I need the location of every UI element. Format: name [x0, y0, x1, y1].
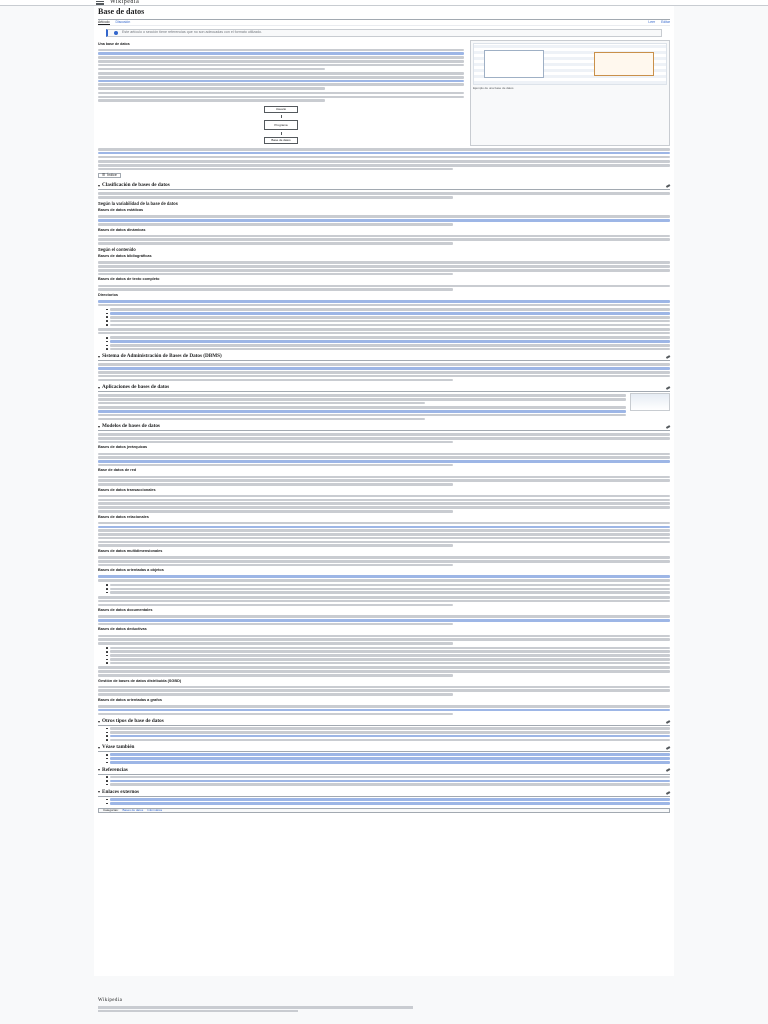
- section-heading[interactable]: Clasificación de bases de datos: [98, 182, 670, 190]
- subsection-heading: Bases de datos orientadas a grafos: [98, 697, 162, 702]
- article-tabs: [98, 20, 670, 26]
- category-link[interactable]: Bases de datos: [122, 808, 144, 813]
- subsection-heading: Bases de datos transaccionales: [98, 487, 156, 492]
- lead-block: [98, 40, 670, 146]
- subsection-heading: Bases de datos jerárquicas: [98, 445, 148, 450]
- subsection-heading: Bases de datos documentales: [98, 608, 153, 613]
- edit-icon[interactable]: [666, 720, 670, 723]
- infobox-caption: Ejemplo de una base de datos: [473, 85, 514, 90]
- section-heading[interactable]: Referencias: [98, 767, 670, 775]
- subsection-heading: Bases de datos bibliográficas: [98, 254, 152, 259]
- flow-box: Programa: [264, 120, 298, 130]
- edit-icon[interactable]: [666, 768, 670, 771]
- tab-talk[interactable]: Discusión: [115, 20, 131, 24]
- notice-text: Este artículo o sección tiene referencias que no son adecuadas con el formato utilizado.: [122, 30, 263, 35]
- flow-diagram: [251, 106, 311, 144]
- subsection-heading: Según la variabilidad de la base de datos: [98, 200, 178, 206]
- lead-text: [98, 49, 464, 71]
- edit-icon[interactable]: [666, 791, 670, 794]
- subsection-heading: Bases de datos deductivas: [98, 627, 147, 632]
- chevron-down-icon: [98, 769, 100, 771]
- tab-read[interactable]: Leer: [648, 20, 656, 24]
- site-logo[interactable]: Wikipedia: [110, 0, 140, 6]
- bullet-list: [106, 308, 670, 326]
- subsection-heading: Según el contenido: [98, 246, 136, 252]
- section-heading[interactable]: Modelos de bases de datos: [98, 423, 670, 431]
- subsection-heading: Gestión de bases de datos distribuida (SGBD): [98, 678, 182, 683]
- section-heading[interactable]: Véase también: [98, 744, 670, 752]
- chevron-down-icon: [98, 747, 100, 749]
- lead-paragraph: [98, 42, 464, 47]
- tab-article[interactable]: Artículo: [98, 19, 110, 24]
- flow-box: Usuario: [264, 106, 298, 113]
- category-label: Categorías:: [103, 808, 119, 813]
- section-heading[interactable]: Otros tipos de base de datos: [98, 718, 670, 726]
- subsection-heading: Bases de datos relacionales: [98, 514, 149, 519]
- subsection-heading: Bases de datos estáticas: [98, 208, 144, 213]
- edit-icon[interactable]: [666, 746, 670, 749]
- toc-label: Índice: [107, 173, 117, 178]
- toc-icon: ☰: [102, 173, 106, 178]
- subsection-heading: Bases de datos orientadas a objetos: [98, 568, 164, 573]
- edit-icon[interactable]: [666, 355, 670, 358]
- subsection-heading: Base de datos de red: [98, 468, 137, 473]
- notice-banner: [106, 29, 662, 37]
- page-title: Base de datos: [98, 7, 670, 20]
- chevron-down-icon: [98, 185, 100, 187]
- category-box: [98, 808, 670, 813]
- infobox-image[interactable]: [473, 43, 667, 85]
- section-heading[interactable]: Sistema de Administración de Bases de Datos (DBMS): [98, 353, 670, 361]
- chevron-down-icon: [98, 791, 100, 793]
- chevron-down-icon: [98, 721, 100, 723]
- category-link[interactable]: Informática: [147, 808, 163, 813]
- subsection-heading: Bases de datos de texto completo: [98, 277, 160, 282]
- edit-icon[interactable]: [666, 425, 670, 428]
- chevron-down-icon: [98, 426, 100, 428]
- lead-term: Una base de datos: [98, 41, 130, 46]
- menu-icon[interactable]: [96, 1, 104, 5]
- footer-logo: Wikipedia: [98, 998, 123, 1003]
- edit-icon[interactable]: [666, 386, 670, 389]
- subsection-heading: Bases de datos dinámicas: [98, 227, 146, 232]
- article-sheet: [94, 6, 674, 976]
- section-heading[interactable]: Aplicaciones de bases de datos: [98, 384, 670, 392]
- thumbnail-image[interactable]: [630, 393, 670, 411]
- toc-button[interactable]: [98, 173, 121, 178]
- chevron-down-icon: [98, 356, 100, 358]
- subsection-heading: Bases de datos multidimensionales: [98, 549, 163, 554]
- info-icon: [114, 31, 118, 35]
- flow-box: Base de datos: [264, 137, 298, 144]
- section-heading[interactable]: Enlaces externos: [98, 789, 670, 797]
- chevron-down-icon: [98, 387, 100, 389]
- tab-edit[interactable]: Editar: [661, 20, 670, 24]
- infobox: [470, 40, 670, 146]
- edit-icon[interactable]: [666, 184, 670, 187]
- subsection-heading: Directorios: [98, 292, 119, 297]
- page-footer: [94, 994, 674, 1024]
